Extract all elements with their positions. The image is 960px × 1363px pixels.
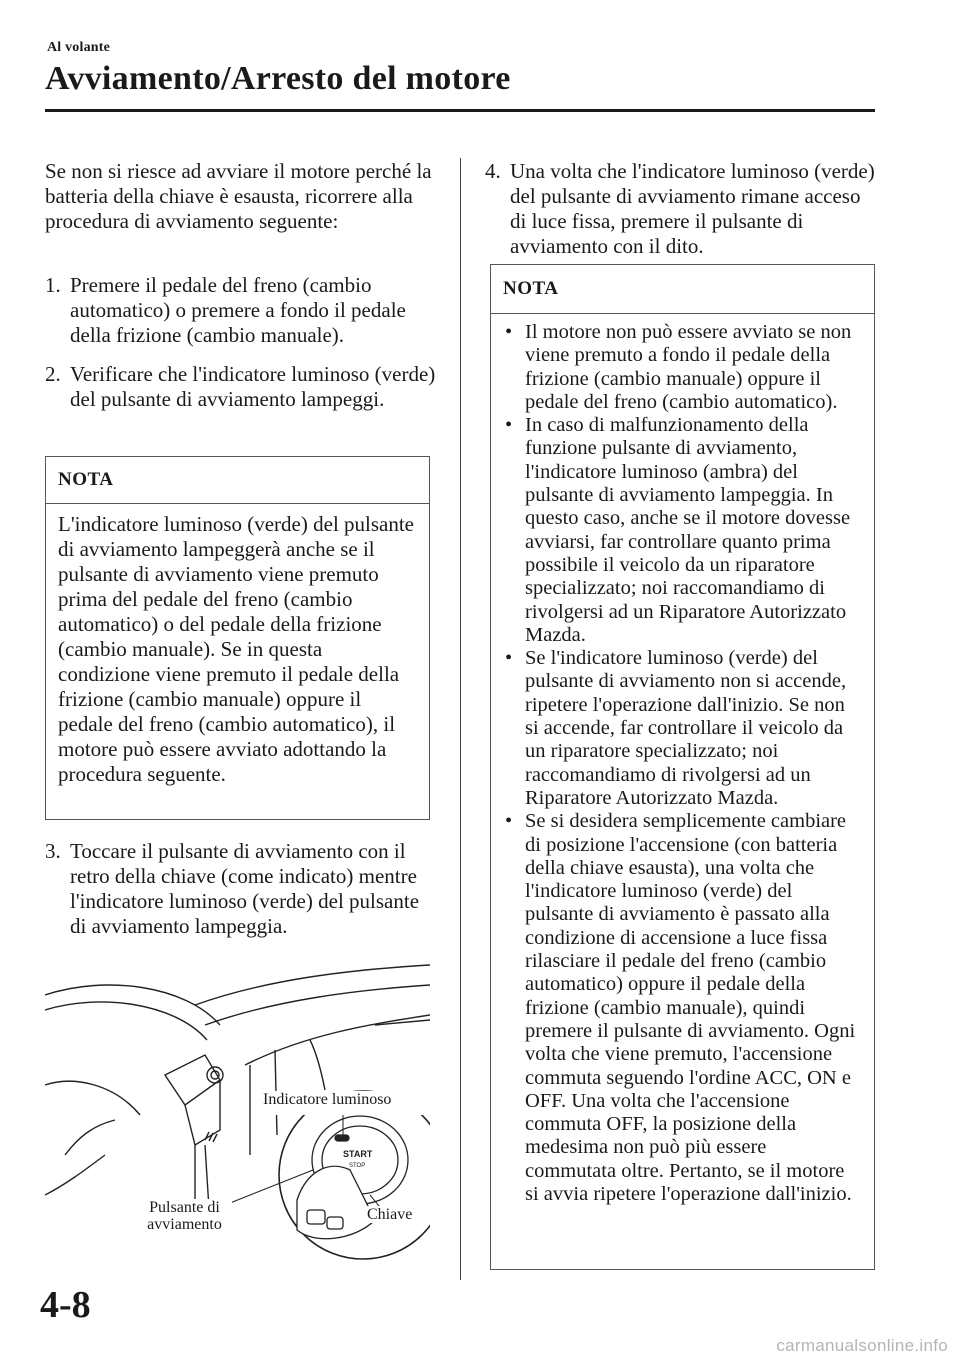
label-pulsante [137,1199,232,1233]
nota-bullet-item [503,647,862,810]
label-indicatore: Indicatore luminoso [263,1091,392,1108]
bullet-text: Il motore non può essere avviato se non viene premuto a fondo il pedale della frizione (cambio manuale) oppure il pedale del freno (cambio automatico). [525,321,852,413]
nota-bullet-item [503,414,862,647]
nota-bullet-list [503,321,862,1206]
bullet-dot: • [505,321,513,343]
bullet-dot: • [505,810,513,833]
label-chiave: Chiave [367,1206,413,1223]
nota-heading: NOTA [46,457,429,504]
page-number: 4-8 [40,1284,91,1326]
nota-box-1 [45,456,430,820]
step-text: Una volta che l'indicatore luminoso (verde) del pulsante di avviamento rimane acceso di luce fissa, premere il pulsante di avviamento con il dito. [510,159,875,258]
bullet-text: Se l'indicatore luminoso (verde) del pulsante di avviamento non si accende, ripetere l'operazione dall'inizio. Se non si accende, far controllare il veicolo da un riparatore specializzato; noi raccomandiamo di rivolgersi ad un Riparatore Autorizzato Mazda. [525,647,847,809]
button-text-start: START [343,1149,373,1159]
watermark: carmanualsonline.info [776,1336,948,1355]
button-text-stop: STOP [349,1163,366,1169]
nota-text: L'indicatore luminoso (verde) del pulsante di avviamento lampeggerà anche se il pulsante di avviamento viene premuto prima del pedale del freno (cambio automatico) o del pedale della frizione (cambio manuale). Se in questa condizione viene premuto il pedale della frizione (cambio manuale) oppure il pedale del freno (cambio automatico), il motore può essere avviato adottando la procedura seguente. [58,512,415,786]
page-title: Avviamento/Arresto del motore [45,60,511,97]
nota-heading: NOTA [491,265,874,314]
bullet-text: In caso di malfunzionamento della funzione pulsante di avviamento, l'indicatore luminoso (ambra) del pulsante di avviamento lampeggia. In questo caso, anche se il motore dovesse avviarsi, far controllare quanto prima possibile il veicolo da un riparatore specializzato; noi raccomandiamo di rivolgersi ad un Riparatore Autorizzato Mazda. [525,414,851,646]
nota-bullet-item [503,321,862,414]
step-text: Verificare che l'indicatore luminoso (verde) del pulsante di avviamento lampeggi. [70,362,436,411]
step-3 [45,839,440,939]
step-number: 2. [45,362,61,386]
nota-bullet-item [503,810,862,1206]
step-number: 3. [45,839,61,863]
nota-body [491,314,874,1216]
label-pulsante-line1: Pulsante di [149,1199,220,1216]
nota-box-2 [490,264,875,1270]
label-pulsante-line2: avviamento [147,1216,222,1233]
title-rule [45,109,875,112]
bullet-dot: • [505,647,513,670]
step-text: Toccare il pulsante di avviamento con il retro della chiave (come indicato) mentre l'indicatore luminoso (verde) del pulsante di avviamento lampeggia. [70,839,420,938]
step-4 [485,159,875,259]
section-label: Al volante [47,40,111,55]
step-1 [45,273,440,348]
step-number: 1. [45,273,61,297]
bullet-dot: • [505,414,513,437]
column-divider [460,158,461,1280]
start-button-illustration [45,955,430,1260]
intro-paragraph: Se non si riesce ad avviare il motore perché la batteria della chiave è esausta, ricorrere alla procedura di avviamento seguente: [45,159,432,233]
bullet-text: Se si desidera semplicemente cambiare di posizione l'accensione (con batteria della chiave esausta), una volta che l'indicatore luminoso (verde) del pulsante di avviamento è passato alla condizione di accensione a luce fissa rilasciare il pedale del freno (cambio automatico) oppure il pedale della frizione (cambio manuale), quindi premere il pulsante di avviamento. Ogni volta che viene premuto, l'accensione commuta seguendo l'ordine ACC, ON e OFF. Una volta che l'accensione commuta OFF, la posizione della medesima non può più essere commutata oltre. Pertanto, se il motore si avvia ripetere l'operazione dall'inizio. [525,810,856,1205]
step-2 [45,362,440,412]
step-text: Premere il pedale del freno (cambio automatico) o premere a fondo il pedale della frizione (cambio manuale). [70,273,406,347]
step-number: 4. [485,159,501,183]
